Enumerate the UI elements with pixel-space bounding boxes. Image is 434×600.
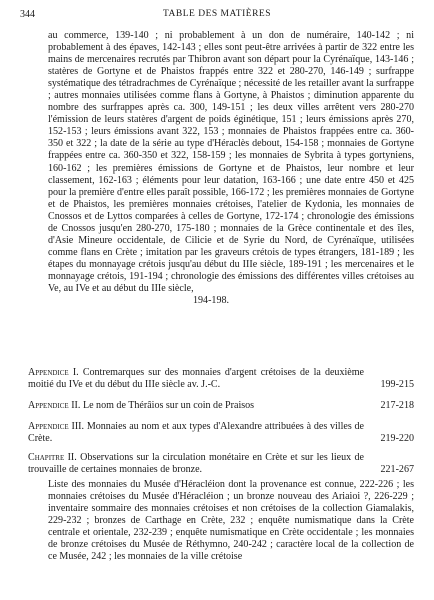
toc-entry-chapter-2 — [28, 452, 414, 476]
toc-entry-pages: 221-267 — [380, 464, 414, 476]
toc-entry-appendix-1 — [28, 367, 414, 391]
toc-entry-appendix-3 — [28, 421, 414, 445]
toc-entry-label: Chapitre II. — [28, 452, 77, 463]
continuation-end: 194-198. — [193, 295, 229, 307]
toc-entry-appendix-2 — [28, 400, 414, 412]
toc-entry-title: Monnaies au nom et aux types d'Alexandre attribuées à des villes de Crète. — [28, 421, 365, 445]
running-title: TABLE DES MATIÈRES — [163, 9, 271, 19]
toc-entry-pages: 199-215 — [380, 379, 414, 391]
toc-entry-label: Appendice I. — [28, 367, 79, 378]
toc-entry-text — [28, 452, 414, 476]
toc-entry-text — [28, 367, 414, 391]
toc-entry-text — [28, 400, 414, 412]
toc-entry-text — [28, 421, 414, 445]
toc-entry-label: Appendice III. — [28, 421, 85, 432]
toc-entry-title: Observations sur la circulation monétaire en Crète et sur les lieux de trouvaille de certaines monnaies de bronze. — [28, 452, 364, 476]
chapter-summary-paragraph — [48, 479, 414, 563]
continuation-text: au commerce, 139-140 ; ni probablement à un don de numéraire, 140-142 ; ni probablement à des épaves, 142-143 ; elles sont peut-être arrivées à partir de 322 entre les mains de mercenaires recrutés par Thibron avant son départ pour la Cyrénaïque, 143-146 ; statères de Gortyne et de Phaistos frappés entre 322 et 280-270, 146-149 ; surfrappe systématique des tétradrachmes de Cyrénaïque ; nécessité de les retailler avant la surfrappe ; autres monnaies utilisées comme flans à Gortyne, à Phaistos ; diminution apparente du nombre des surfrappes après ca. 300, 149-151 ; les deux villes arrêtent vers 280-270 l'émission de leurs statères d'argent de poids éginétique, 151 ; leurs émissions après 270, 152-153 ; leurs émissions avant 322, 153 ; monnaies de Phaistos frappées entre ca. 360-350 et 322 ; la date de la série au type d'Héraclès debout, 154-158 ; monnaies de Gortyne frappées entre ca. 360-350 et 322, 158-159 ; les monnaies de Sybrita à types gortyniens, 160-162 ; les premières émissions de Gortyne et de Phaistos, leur nombre et leur classement, 162-163 ; éléments pour leur datation, 163-166 ; une date entre 450 et 425 pour la première d'entre elles paraît possible, 166-172 ; les premières monnaies de Gortyne et de Phaistos, les premières monnaies crétoises, l'atelier de Kydonia, les monnaies de Cnossos et de Lyttos comparées à celles de Gortyne, 172-174 ; chronologie des émissions de Cnossos jusqu'en 280-270, 175-180 ; monnaies de la Grèce continentale et des îles, d'Asie Mineure occidentale, de Cilicie et de Syrie du Nord, de Cyrénaïque, utilisées comme flans en Crète ; imitation par les graveurs crétois de types étrangers, 181-189 ; les étapes du monnayage crétois jusqu'au début du IIIe siècle, 189-191 ; les mercenaires et le monnayage crétois, 191-194 ; chronologie des émissions des différentes villes crétoises au Ve, au IVe et au début du IIIe siècle, — [48, 30, 414, 294]
toc-entry-label: Appendice II. — [28, 400, 81, 411]
continuation-paragraph — [48, 30, 414, 307]
page-header — [20, 9, 414, 23]
chapter-summary-text: Liste des monnaies du Musée d'Héracléion dont la provenance est connue, 222-226 ; les monnaies crétoises du Musée d'Héracléion ; un bronze nouveau des Ariaioi ?, 226-229 ; inventaire sommaire des monnaies crétoises et non crétoises de la collection Giamalakis, 229-232 ; bronzes de Carthage en Crète, 232 ; enquête numismatique dans la Crète centrale et orientale, 232-239 ; enquête numismatique en Crète occidentale ; les monnaies de bronze crétoises du Musée de Réthymno, 240-242 ; caractère local de la collection de ce Musée, 242 ; les monnaies de la ville crétoise — [48, 479, 414, 563]
page-number: 344 — [20, 9, 35, 20]
toc-entry-title: Contremarques sur des monnaies d'argent crétoises de la deuxième moitié du IVe et du début du IIIe siècle av. J.-C. — [28, 367, 365, 391]
toc-entry-pages: 219-220 — [380, 433, 414, 445]
toc-entry-pages: 217-218 — [380, 400, 414, 411]
toc-entry-title: Le nom de Thérâios sur un coin de Praisos — [82, 400, 255, 411]
